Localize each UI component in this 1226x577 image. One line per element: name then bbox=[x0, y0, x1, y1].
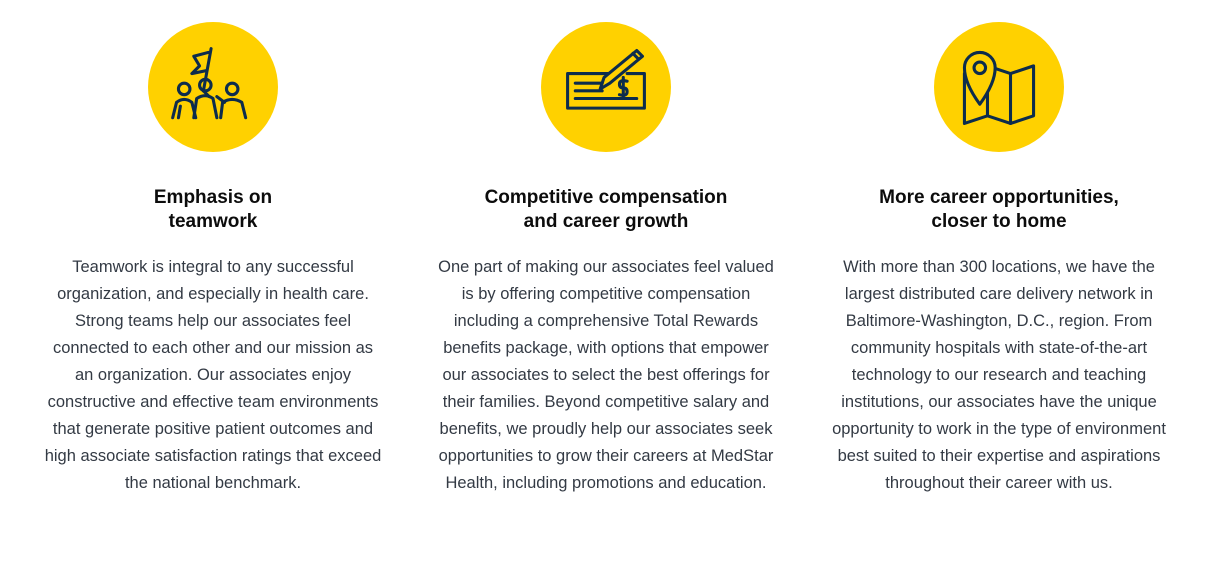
feature-title: Emphasis on teamwork bbox=[153, 187, 273, 232]
team-flag-icon bbox=[148, 22, 278, 152]
feature-title: Competitive compensation and career growth bbox=[484, 187, 728, 232]
feature-description: One part of making our associates feel valued is by offering competitive compensation including a comprehensive Total Rewards benefits package, with options that empower our associates to select the best offerings for their families. Beyond competitive salary and benefits, we proudly help our associates seek opportunities to grow their careers at MedStar Health, including promotions and education. bbox=[438, 258, 774, 492]
check-pen-icon bbox=[541, 22, 671, 152]
feature-title: More career opportunities, closer to home bbox=[879, 187, 1119, 232]
feature-compensation bbox=[426, 22, 786, 497]
feature-description: With more than 300 locations, we have the largest distributed care delivery network in Baltimore-Washington, D.C., region. From community hospitals with state-of-the-art technology to our research and teaching institutions, our associates have the unique opportunity to work in the type of environment best suited to their expertise and aspirations throughout their career with us. bbox=[832, 258, 1166, 492]
map-pin-icon bbox=[934, 22, 1064, 152]
feature-description: Teamwork is integral to any successful organization, and especially in health care. Strong teams help our associates feel connected to each other and our mission as an organization. Our associates enjoy constructive and effective team environments that generate positive patient outcomes and high associate satisfaction ratings that exceed the national benchmark. bbox=[44, 258, 382, 492]
feature-teamwork bbox=[33, 22, 393, 497]
feature-career-opportunities bbox=[819, 22, 1179, 497]
